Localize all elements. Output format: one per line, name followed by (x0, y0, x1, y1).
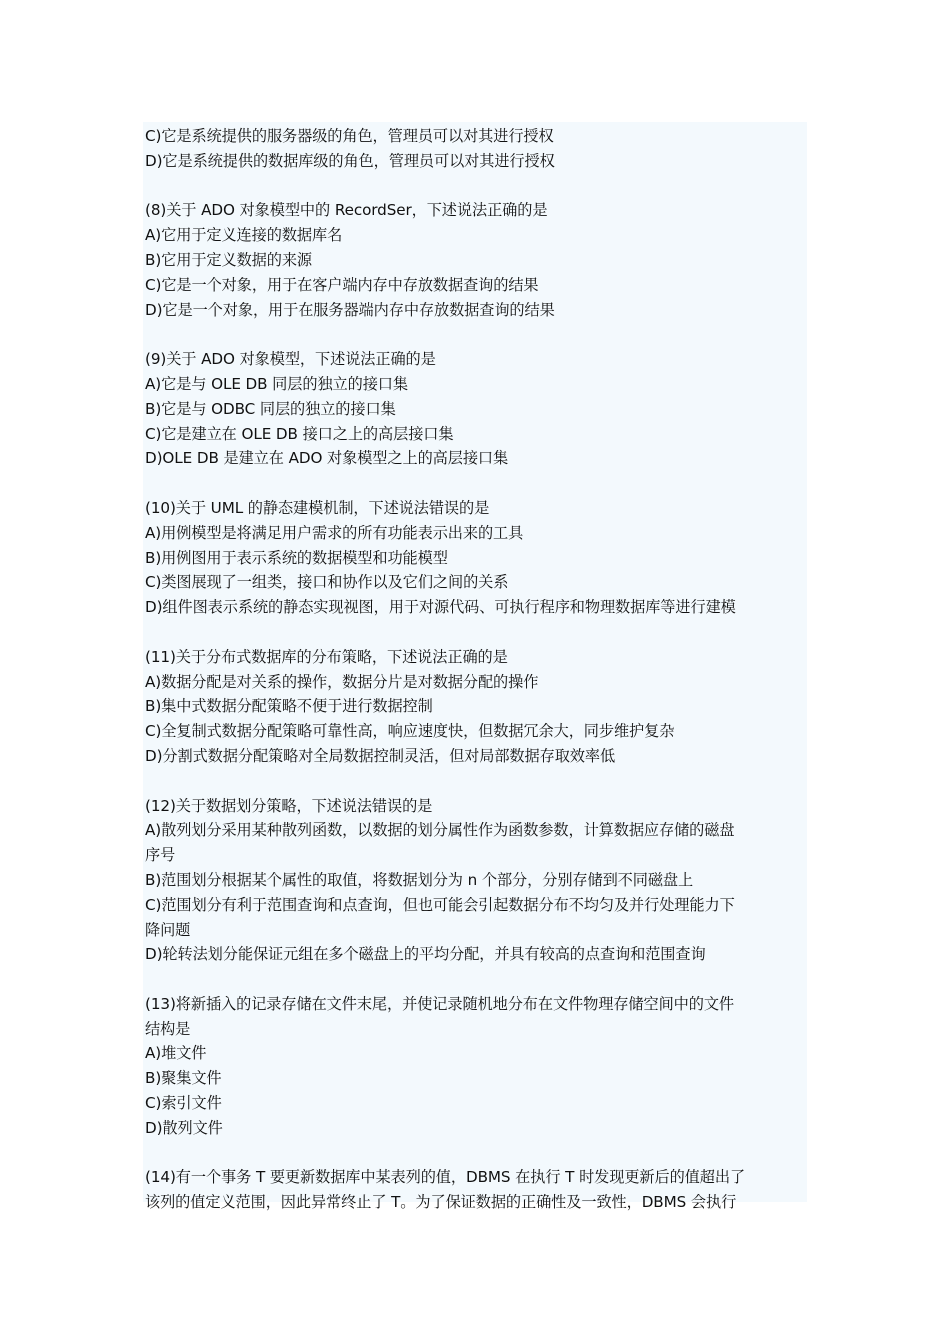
question-line: A)它是与 OLE DB 同层的独立的接口集 (145, 374, 408, 393)
question-block-q10 (145, 496, 805, 620)
question-line: D)轮转法划分能保证元组在多个磁盘上的平均分配，并具有较高的点查询和范围查询 (145, 945, 706, 964)
question-line-stem: C)它是系统提供的服务器级的角色，管理员可以对其进行授权 (145, 127, 554, 145)
paragraph-gap (145, 322, 805, 347)
question-block-q14-partial (145, 1165, 805, 1215)
question-line-stem: (10)关于 UML 的静态建模机制，下述说法错误的是 (145, 498, 490, 517)
paragraph-gap (145, 967, 805, 992)
question-block-q11 (145, 645, 805, 769)
question-line: B)用例图用于表示系统的数据模型和功能模型 (145, 548, 448, 567)
question-line-stem: (9)关于 ADO 对象模型，下述说法正确的是 (145, 350, 436, 369)
paragraph-gap (145, 620, 805, 645)
question-line: A)它用于定义连接的数据库名 (145, 226, 343, 245)
question-line: A)堆文件 (145, 1044, 207, 1063)
question-block-q12 (145, 794, 805, 968)
paragraph-gap (145, 1141, 805, 1166)
question-line: C)它是一个对象，用于在客户端内存中存放数据查询的结果 (145, 275, 539, 294)
question-line-stem: (11)关于分布式数据库的分布策略，下述说法正确的是 (145, 647, 508, 666)
question-line: 结构是 (145, 1019, 191, 1038)
question-line: 该列的值定义范围，因此异常终止了 T。为了保证数据的正确性及一致性，DBMS 会执行 (145, 1193, 737, 1212)
question-line: B)聚集文件 (145, 1069, 222, 1088)
question-line: A)用例模型是将满足用户需求的所有功能表示出来的工具 (145, 523, 524, 542)
question-block-q7-partial (145, 124, 805, 174)
question-line-stem: (12)关于数据划分策略，下述说法错误的是 (145, 796, 433, 815)
paragraph-gap (145, 174, 805, 199)
question-line-stem: (13)将新插入的记录存储在文件末尾，并使记录随机地分布在文件物理存储空间中的文件 (145, 994, 735, 1013)
question-line-stem: (14)有一个事务 T 要更新数据库中某表列的值，DBMS 在执行 T 时发现更新后的值超出了 (145, 1168, 746, 1187)
question-line: D)它是一个对象，用于在服务器端内存中存放数据查询的结果 (145, 300, 555, 319)
question-line: C)范围划分有利于范围查询和点查询，但也可能会引起数据分布不均匀及并行处理能力下 (145, 895, 735, 914)
question-line: B)范围划分根据某个属性的取值，将数据划分为 n 个部分，分别存储到不同磁盘上 (145, 870, 694, 889)
question-block-q13 (145, 992, 805, 1141)
question-line: C)它是建立在 OLE DB 接口之上的高层接口集 (145, 424, 454, 443)
question-line: D)OLE DB 是建立在 ADO 对象模型之上的高层接口集 (145, 449, 509, 468)
question-line: D)分割式数据分配策略对全局数据控制灵活，但对局部数据存取效率低 (145, 746, 616, 765)
paragraph-gap (145, 769, 805, 794)
question-line: 降问题 (145, 920, 191, 939)
question-line: A)散列划分采用某种散列函数，以数据的划分属性作为函数参数，计算数据应存储的磁盘 (145, 821, 735, 840)
question-line: 序号 (145, 846, 176, 865)
question-line: C)索引文件 (145, 1094, 222, 1113)
question-line: D)它是系统提供的数据库级的角色，管理员可以对其进行授权 (145, 151, 555, 170)
question-line: B)集中式数据分配策略不便于进行数据控制 (145, 697, 433, 716)
question-line: C)全复制式数据分配策略可靠性高，响应速度快，但数据冗余大，同步维护复杂 (145, 722, 675, 741)
question-block-q9 (145, 347, 805, 471)
question-line: B)它是与 ODBC 同层的独立的接口集 (145, 399, 396, 418)
question-line: C)类图展现了一组类，接口和协作以及它们之间的关系 (145, 573, 509, 592)
question-block-q8 (145, 198, 805, 322)
question-line: D)组件图表示系统的静态实现视图，用于对源代码、可执行程序和物理数据库等进行建模 (145, 598, 736, 617)
question-line-stem: (8)关于 ADO 对象模型中的 RecordSer，下述说法正确的是 (145, 201, 548, 220)
question-line: A)数据分配是对关系的操作，数据分片是对数据分配的操作 (145, 672, 539, 691)
paragraph-gap (145, 471, 805, 496)
question-line: B)它用于定义数据的来源 (145, 250, 313, 269)
question-line: D)散列文件 (145, 1118, 223, 1137)
document-text (145, 124, 805, 1215)
